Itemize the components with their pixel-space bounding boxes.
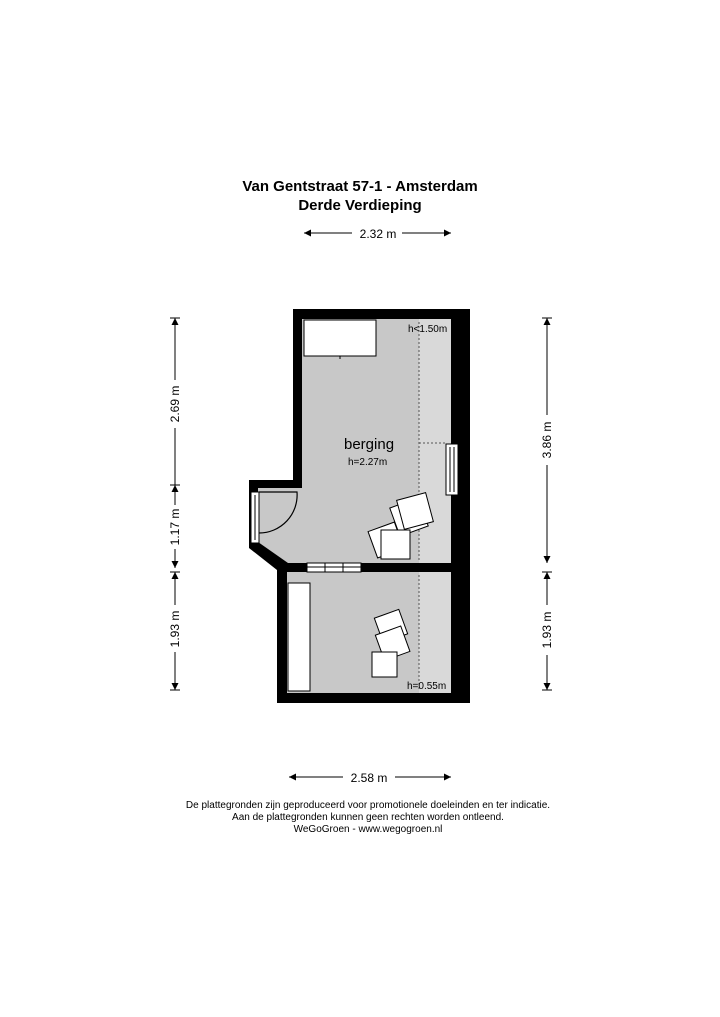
interior-wall: [277, 563, 470, 572]
floorplan-floor-title: Derde Verdieping: [298, 197, 422, 214]
dimension-top-width-label: 2.32 m: [359, 227, 397, 241]
dimension-right-lower-label: 1.93 m: [540, 611, 554, 649]
footer-disclaimer-line2: Aan de plattegronden kunnen geen rechten worden ontleend.: [232, 812, 504, 823]
room-height-main: h=2.27m: [348, 457, 388, 468]
floorplan-address-title: Van Gentstraat 57-1 - Amsterdam: [242, 178, 478, 195]
dimension-right-upper-label: 3.86 m: [540, 421, 554, 459]
window-right: [446, 444, 458, 495]
dimension-left-lower-label: 1.93 m: [168, 610, 182, 648]
dimension-left-upper-label: 2.69 m: [168, 385, 182, 423]
dimension-left-middle-label: 1.17 m: [168, 508, 182, 546]
dimension-top-width: [304, 227, 451, 241]
dimension-right-lower: [540, 572, 554, 690]
low-ceiling-band-lower: [419, 572, 451, 693]
footer-disclaimer-line1: De plattegronden zijn geproduceerd voor promotionele doeleinden en ter indicatie.: [185, 800, 551, 811]
room-height-slope-bottom: h=0.55m: [407, 681, 447, 692]
room-height-slope-top: h<1.50m: [408, 324, 448, 335]
room-name-berging: berging: [344, 436, 395, 453]
dimension-left-middle: [168, 485, 182, 568]
dimension-bottom-width: [289, 771, 451, 785]
dimension-bottom-width-label: 2.58 m: [350, 771, 388, 785]
storage-cabinet-left: [288, 583, 310, 691]
dimension-right-upper: [540, 318, 554, 563]
dimension-left-upper: [168, 318, 182, 485]
storage-cabinet-top: [304, 320, 376, 356]
dimension-left-lower: [168, 572, 182, 690]
footer-credit: WeGoGroen - www.wegogroen.nl: [293, 824, 443, 835]
